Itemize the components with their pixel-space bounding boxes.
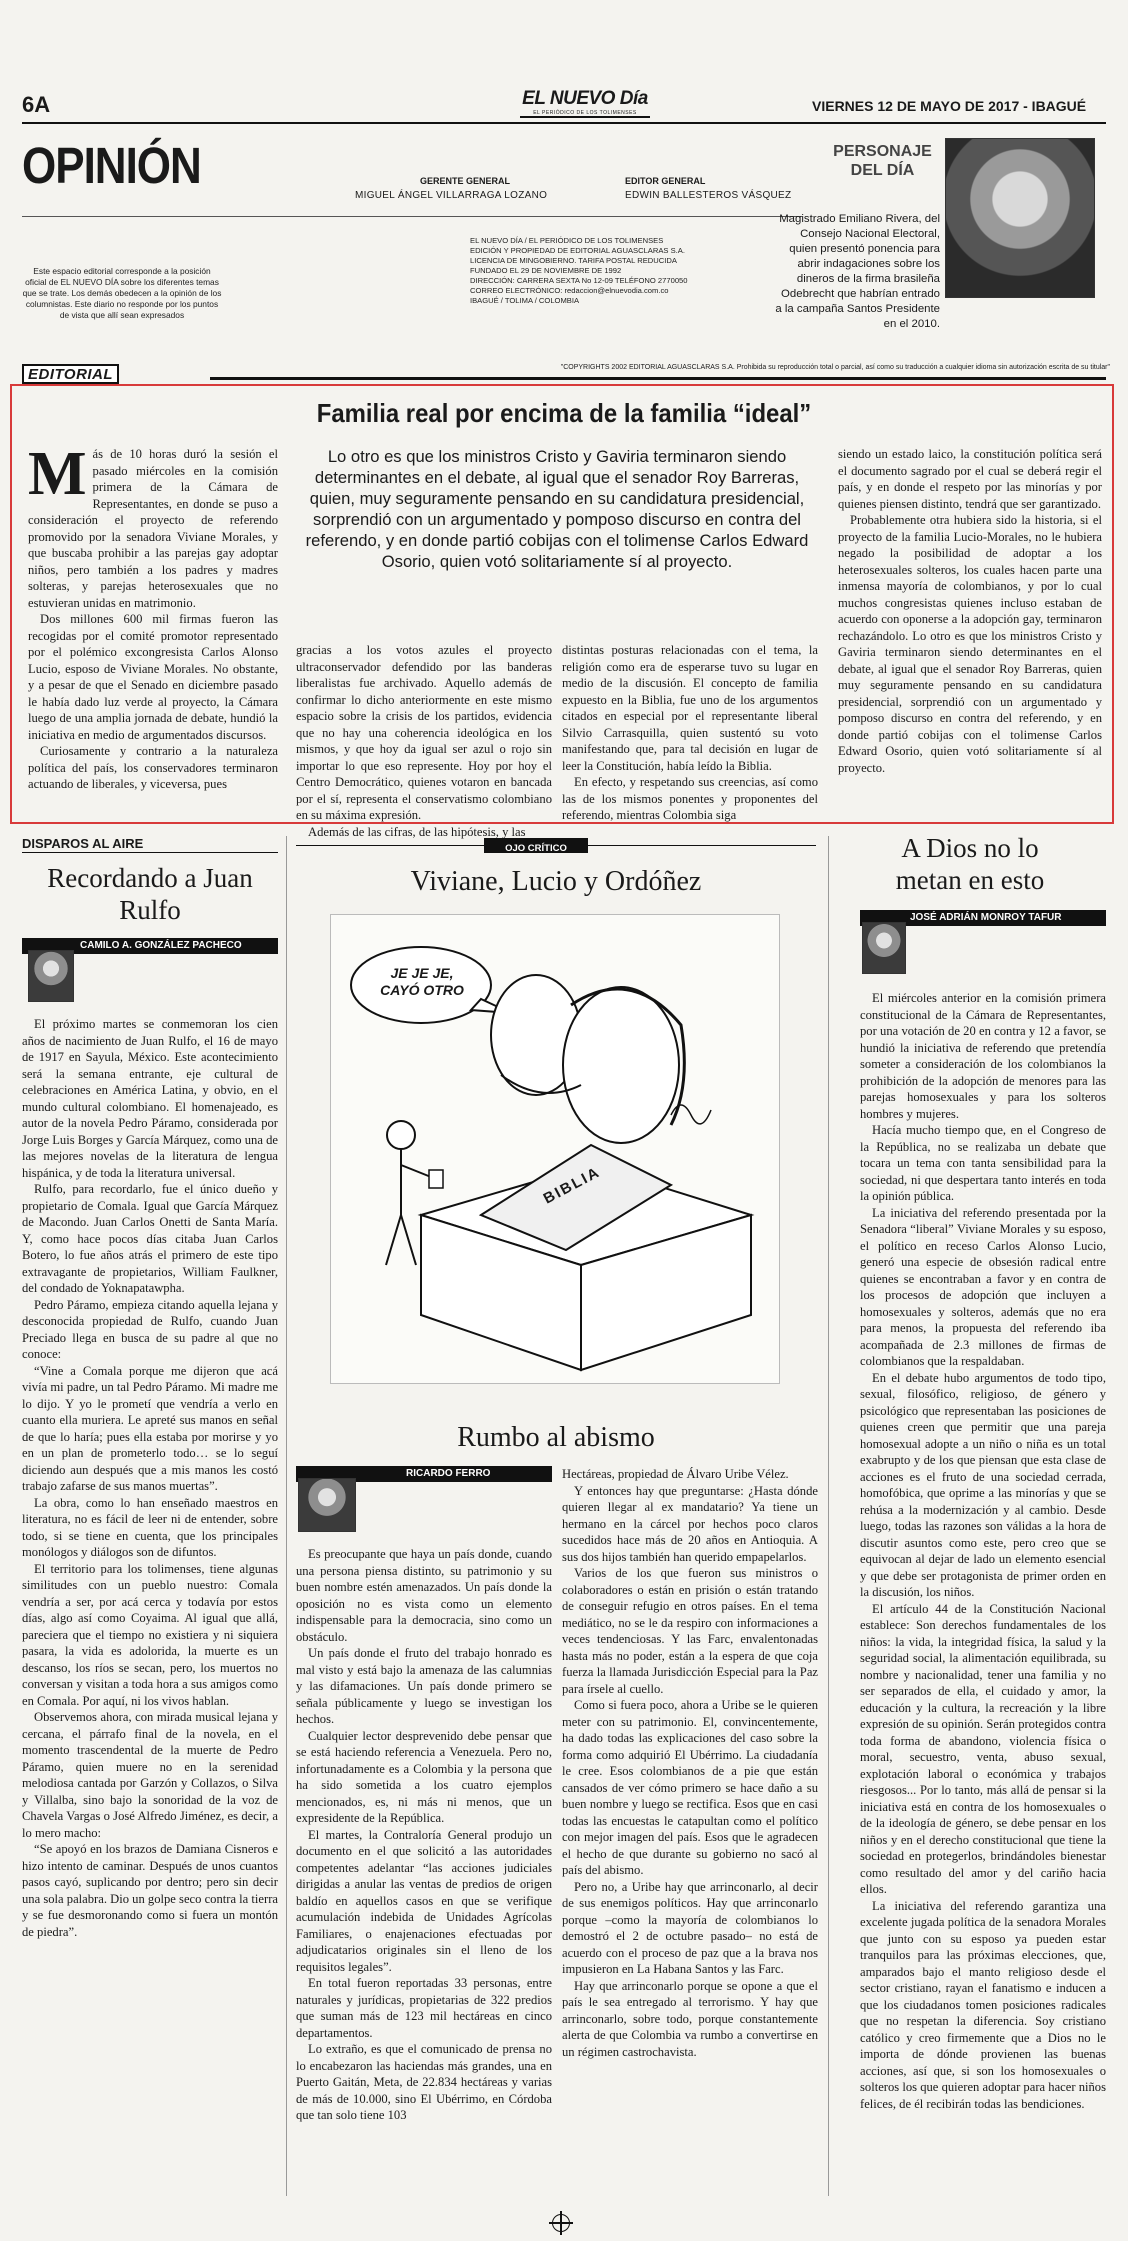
- disparos-paragraph: El territorio para los tolimenses, tiene algunas similitudes con un pueblo nuestro: Comala vendría a ser, por acá cerca y todavía por estos días, algo así como Coyaima. Al igual que allá, pareciera que el tiempo no existiera y ni siquiera pasara, la vida es adolorida, la muerte es un descanso, los ríos se secan, pero, los muertos no conversan y visitan a toda hora a sus amigos como en Comala. Por aquí, ni los vivos hablan.: [22, 1561, 278, 1708]
- editorial-pullquote: Lo otro es que los ministros Cristo y Gaviria terminaron siendo determinantes en el debate, al igual que el senador Roy Barreras, quien, muy seguramente pensando en su candidatura presidencial, sorprendió con un argumentado y pomposo discurso en contra del referendo, y en donde partió cobijas con el tolimense Carlos Edward Osorio, quien votó solitariamente sí al proyecto.: [305, 447, 809, 571]
- editorial-column-3: [562, 642, 818, 822]
- masthead-info: [470, 236, 730, 306]
- editorial-label-text: EDITORIAL: [28, 366, 114, 383]
- manager-title: GERENTE GENERAL: [420, 176, 511, 186]
- adios-body: [860, 990, 1106, 2196]
- disparos-title: Recordando a Juan Rulfo: [47, 863, 253, 925]
- editorial-label: [22, 364, 119, 386]
- rumbo-paragraph: Lo extraño, es que el comunicado de prensa no lo encabezaron las haciendas más grandes, una en Puerto Gaitán, Meta, de 22.834 hectáreas y varias de más de 10.000, sino El Ubérrimo, en Córdoba que tan solo tiene 103: [296, 2042, 552, 2122]
- disparos-paragraph: “Se apoyó en los brazos de Damiana Cisneros e hizo intento de caminar. Después de unos cuantos pasos cayó, suplicando por dentro; pero sin decir una sola palabra. Dio un golpe seco contra la tierra y se fue desmoronando como si fuera un montón de piedra”.: [22, 1842, 278, 1939]
- issue-date: VIERNES 12 DE MAYO DE 2017 - IBAGUÉ: [812, 98, 1087, 114]
- ojo-label-box: [484, 838, 588, 853]
- logo-tagline: EL PERIÓDICO DE LOS TOLIMENSES: [533, 110, 637, 116]
- rumbo-paragraph: Como si fuera poco, ahora a Uribe se le quieren meter con su patrimonio. El, convincentemente, ha dado todas las explicaciones del caso sobre la forma como adquirió El Ubérrimo. La ciudadanía le cree. Esos colombianos de a pie que están cansados de ver cómo primero se hace daño a su buen nombre y luego se rectifica. Esos que en casi todas las encuestas le catapultan como el político con mejor imagen del país. Esos que le agradecen el hecho de que durante su gobierno no sacó al país del abismo.: [562, 1698, 818, 1877]
- adios-author-photo: [862, 922, 906, 974]
- disparos-body: [22, 1016, 278, 2194]
- masthead-line: CORREO ELECTRÓNICO: redaccion@elnuevodia.com.co: [470, 286, 669, 295]
- editorial-title: Familia real por encima de la familia “ideal”: [316, 398, 812, 428]
- editorial-top-rule: [210, 377, 1106, 380]
- masthead-line: LICENCIA DE MINGOBIERNO. TARIFA POSTAL REDUCIDA: [470, 256, 677, 265]
- rumbo-paragraph: Es preocupante que haya un país donde, cuando una persona piensa distinto, su patrimonio y su buen nombre estén amenazados. Un país donde la oposición no es vista como un elemento indispensable para la democracia, sino como un obstáculo.: [296, 1547, 552, 1644]
- editorial-column-4: [838, 446, 1102, 818]
- adios-paragraph: El artículo 44 de la Constitución Nacional establece: Son derechos fundamentales de los niños: la vida, la integridad física, la salud y la seguridad social, la alimentación equilibrada, su nombre y nacionalidad, tener una familia y no ser separados de ella, el cuidado y amor, la educación y la cultura, la recreación y la libre expresión de su opinión. Serán protegidos contra toda forma de abandono, violencia física o moral, secuestro, venta, abuso sexual, explotación laboral o económica y trabajos riesgosos... Por lo tanto, más allá de pensar si la iniciativa está en contra de los homosexuales o de la ideología de género, se debe pensar en los niños y en el derecho constitucional que tiene la sociedad en protegerlos, brindándoles bienestar como resultado del amor y del cariño hacia ellos.: [860, 1601, 1106, 1896]
- adios-author: JOSÉ ADRIÁN MONROY TAFUR: [910, 912, 1062, 923]
- masthead-line: DIRECCIÓN: CARRERA SEXTA No 12-09 TELÉFONO 2770050: [470, 276, 688, 285]
- column-divider-right: [828, 836, 829, 2196]
- rumbo-paragraph: Hay que arrinconarlo porque se opone a que el país le sea entregado al terrorismo. Y hay que arrinconarlo, sobre todo, porque constantemente alerta de que Colombia va rumbo a convertirse en un régimen castrochavista.: [562, 1978, 818, 2059]
- rumbo-paragraph: En total fueron reportadas 33 personas, entre naturales y jurídicas, propietarias de 322 predios que suman más de 123 mil hectáreas en cinco departamentos.: [296, 1976, 552, 2040]
- personaje-caption: Magistrado Emiliano Rivera, del Consejo Nacional Electoral, quien presentó ponencia para abrir indagaciones sobre los dineros de la firma brasileña Odebrecht que habrían entrado a la campaña Santos Presidente en el 2010.: [775, 213, 940, 330]
- editorial-paragraph: distintas posturas relacionadas con el tema, la religión como era de esperarse tuvo su lugar en medio de la discusión. El concepto de familia expuesto en la Biblia, fue uno de los argumentos citados en especial por el representante liberal Silvio Carrasquilla, quien sustentó su voto manifestando que, para tal decisión en lugar de leer la Constitución, había leído la Biblia.: [562, 643, 818, 773]
- disparos-label: DISPAROS AL AIRE: [22, 836, 144, 851]
- editorial-paragraph: Además de las cifras, de las hipótesis, y las: [308, 824, 526, 839]
- editorial-column-1: [28, 440, 278, 818]
- rumbo-paragraph: Varios de los que fueron sus ministros o colaboradores o están en prisión o están tratando de conseguir refugio en otros países. En el tema mediático, no se le da respiro con informaciones a veces tendenciosas. Y las Farc, envalentonadas hasta más no poder, están a la espera de que coja fuerza la llamada Jurisdicción Especial para la Paz para írsele al cuello.: [562, 1566, 818, 1696]
- adios-paragraph: La iniciativa del referendo presentada por la Senadora “liberal” Viviane Morales y su esposo, el político en receso Carlos Alonso Lucio, generó una especie de obsesión radical entre quienes se encontraban a favor y en contra de los procesos de adopción que incluyen a homosexuales y solteros, además que no era para menos, la propuesta del referendo iba acompañada de 2.3 millones de firmas de colombianos que la respaldaban.: [860, 1205, 1106, 1368]
- adios-paragraph: En el debate hubo argumentos de todo tipo, sexual, filosófico, religioso, de género y psicológico que representaban las posiciones de quienes creen que permitir que una pareja homosexual adopte a un niño o niña es un total exabrupto y de los que piensan que esta clase de acciones es el fruto de una sociedad cerrada, homofóbica, que oprime a las minorías y que se rehúsa a la modernización y al cambio. Desde luego, todas las razones son válidas a la hora de discutir asuntos como este, pero creo que se equivocan al dejar de lado un elemento esencial y que debe ser protagonista de primer orden en la discusión, los niños.: [860, 1370, 1106, 1599]
- editor-title: EDITOR GENERAL: [625, 176, 706, 186]
- disparos-rule: [22, 852, 278, 853]
- header-thin-rule: [22, 216, 802, 217]
- editorial-dropcap: M: [28, 440, 87, 508]
- registration-mark-icon: [552, 2214, 570, 2232]
- masthead-line: FUNDADO EL 29 DE NOVIEMBRE DE 1992: [470, 266, 622, 275]
- cartoon-speech-bubble: JE JE JE, CAYÓ OTRO: [380, 965, 464, 998]
- editorial-paragraph: Dos millones 600 mil firmas fueron las recogidas por el comité promotor representado por el polémico excongresista Carlos Alonso Lucio, esposo de Viviane Morales. No obstante, y a pesar de que el Senado en diciembre pasado le había dado luz verde al proyecto, la Cámara luego de una amplia jornada de debate, hundió la iniciativa en medio de argumentados discursos.: [28, 612, 278, 742]
- personaje-photo: [945, 138, 1095, 298]
- logo-text: EL NUEVO Día: [522, 88, 648, 109]
- adios-title: A Dios no lo metan en esto: [895, 833, 1045, 895]
- masthead-line: EL NUEVO DÍA / EL PERIÓDICO DE LOS TOLIMENSES: [470, 236, 664, 245]
- disparos-paragraph: Pedro Páramo, empieza citando aquella lejana y desconocida propiedad de Rulfo, cuando Juan Preciado llega en busca de su padre al que no conoce:: [22, 1297, 278, 1361]
- newspaper-logo: [520, 88, 650, 118]
- rumbo-paragraph: Un país donde el fruto del trabajo honrado es mal visto y está bajo la amenaza de las calumnias y las difamaciones. Un país donde primero se señala públicamente y luego se investigan los hechos.: [296, 1646, 552, 1726]
- personaje-label: [830, 142, 935, 180]
- masthead-line: EDICIÓN Y PROPIEDAD DE EDITORIAL AGUASCLARAS S.A.: [470, 246, 685, 255]
- disparos-author-photo: [28, 950, 74, 1002]
- rumbo-paragraph: El martes, la Contraloría General produjo un documento en el que solicitó a las autoridades competentes adelantar “las acciones judiciales dirigidas a anular las ventas de predios de origen baldío en aquellos casos en que se verifique acumulación indebida de Unidades Agrícolas Familiares, o enajenaciones efectuadas por adjudicatarios originales sin el lleno de los requisitos legales”.: [296, 1827, 552, 1974]
- manager-name: MIGUEL ÁNGEL VILLARRAGA LOZANO: [355, 190, 548, 201]
- editorial-column-2: [296, 642, 552, 839]
- section-title: OPINIÓN: [22, 138, 201, 195]
- rumbo-author: RICARDO FERRO: [406, 1468, 491, 1479]
- disparos-paragraph: La obra, como lo han enseñado maestros en literatura, no es fácil de leer ni de entender, sobre todo, si se tiene en cuenta, que los principales monólogos y diálogos son de difuntos.: [22, 1495, 278, 1559]
- ojo-label: OJO CRÍTICO: [505, 843, 567, 854]
- rumbo-author-photo: [298, 1478, 356, 1532]
- ojo-title: Viviane, Lucio y Ordóñez: [410, 866, 702, 897]
- editorial-paragraph: Curiosamente y contrario a la naturaleza política del país, los conservadores terminaron actuando de liberales, y viceversa, pues: [28, 744, 278, 791]
- disparos-author: CAMILO A. GONZÁLEZ PACHECO: [80, 940, 242, 951]
- column-divider-left: [286, 836, 287, 2196]
- editorial-paragraph: ás de 10 horas duró la sesión el pasado miércoles en la comisión primera de la Cámara de Representantes, en donde se puso a consideración el proyecto de referendo promovido por la senadora Viviane Morales, y que buscaba prohibir a las parejas gay adoptar niños, pero también a los padres y madres solteras, y parejas heterosexuales que no estuvieran unidas en matrimonio.: [28, 447, 278, 610]
- editorial-disclaimer: Este espacio editorial corresponde a la posición oficial de EL NUEVO DÍA sobre los diferentes temas que se trate. Los demás obedecen a la opinión de los columnistas. Este diario no responde por los puntos de vista que allí sean expresados: [22, 266, 222, 320]
- header-rule: [22, 122, 1106, 124]
- personaje-label-line2: DEL DÍA: [850, 162, 915, 179]
- editorial-paragraph: En efecto, y respetando sus creencias, así como las de los mismos ponentes y proponentes del referendo, mientras Colombia siga: [562, 775, 818, 822]
- copyright-note: "COPYRIGHTS 2002 EDITORIAL AGUASCLARAS S.A. Prohibida su reproducción total o parcial, así como su traducción a cualquier idioma sin autorización escrita de su titular": [560, 364, 1110, 371]
- masthead-line: IBAGUÉ / TOLIMA / COLOMBIA: [470, 296, 580, 305]
- editorial-paragraph: gracias a los votos azules el proyecto ultraconservador defendido por las banderas liberalistas fue archivado. Aquello además de confirmar lo dicho anteriormente en este mismo espacio sobre la crisis de los partidos, evidencia que no hay una coherencia ideológica en los mismos, y que hoy da igual ser azul o rojo sin importar lo que eso represente. Hoy por hoy el Centro Democrático, quienes votaron en bancada por el sí, representa el conservatismo colombiano en su máxima expresión.: [296, 643, 552, 822]
- adios-paragraph: La iniciativa del referendo garantiza una excelente jugada política de la senadora Morales que junto con su esposo ya pueden estar tranquilos para las próximas elecciones, que, amparados bajo el manto religioso desde el sector cristiano, rayan el fanatismo e inducen a que los ciudadanos tomen posiciones radicales que no respetan la diferencia. Soy cristiano católico y creo firmemente que a Dios no le importa de dónde provienen las buenas acciones, así que, si son los homosexuales o solteros los que quieren adoptar para hacer niños felices, de él recibirán todas las bendiciones.: [860, 1898, 1106, 2111]
- editorial-paragraph: Probablemente otra hubiera sido la historia, si el proyecto de la familia Lucio-Morales, no le hubiera negado la posibilidad de adoptar a los heterosexuales solteros, los cuales hacen parte una inmensa mayoría de colombianos, y por lo cual muchos congresistas quienes incluso estaban de acuerdo con oponerse a la adopción gay, terminaron rechazándolo. Lo otro es que los ministros Cristo y Gaviria terminaron siendo determinantes en el debate, al igual que el senador Roy Barreras, quien muy seguramente pensando en su candidatura presidencial, sorprendió con un argumentado y pomposo discurso en contra del referendo, y en donde partió cobijas con el tolimense Carlos Edward Osorio, quien votó solitariamente sí al proyecto.: [838, 513, 1102, 775]
- editorial-paragraph: siendo un estado laico, la constitución política será el documento sagrado por el cual se deberá regir el país, y en donde el respeto por las minorías y por quienes piensen distinto, tendrá que ser garantizado.: [838, 447, 1102, 511]
- rumbo-paragraph: Y entonces hay que preguntarse: ¿Hasta dónde quieren llegar al ex mandatario? Ya tiene un hermano en la cárcel por hechos poco claros sucedidos hace más de 20 años en Antioquia. A sus dos hijos también han querido empapelarlos.: [562, 1483, 818, 1564]
- rumbo-title: Rumbo al abismo: [457, 1422, 655, 1453]
- disparos-paragraph: “Vine a Comala porque me dijeron que acá vivía mi padre, un tal Pedro Páramo. Mi madre me lo dijo. Y yo le prometí que vendría a verlo en cuanto ella muriera. Le apreté sus manos en señal de que lo haría; pues ella estaba por morirse y yo en un plan de prometerlo todo… se lo seguí diciendo aun después que a mis manos les costó trabajo zafarse de sus manos muertas”.: [22, 1363, 278, 1493]
- adios-paragraph: El miércoles anterior en la comisión primera constitucional de la Cámara de Representantes, por una votación de 20 en contra y 12 a favor, se hundió la iniciativa de referendo que pretendía someter a consideración de los colombianos la prohibición de la adopción de menores para las parejas homosexuales y para los solteros hombres y mujeres.: [860, 991, 1106, 1121]
- disparos-paragraph: Rulfo, para recordarlo, fue el único dueño y propietario de Comala. Igual que García Márquez de Macondo. Juan Carlos Onetti de Santa María. Y, como hace pocos días citaba Juan Carlos Botero, lo fue años atrás el primero de este tipo extravagante de propietarios, William Faulkner, del condado de Yoknapatawpha.: [22, 1182, 278, 1295]
- page-number: 6A: [22, 92, 51, 117]
- editor-name: EDWIN BALLESTEROS VÁSQUEZ: [625, 190, 792, 201]
- rumbo-paragraph: Hectáreas, propiedad de Álvaro Uribe Vélez.: [562, 1467, 789, 1481]
- rumbo-column-1: [296, 1546, 552, 2196]
- personaje-label-line1: PERSONAJE: [833, 143, 932, 160]
- rumbo-paragraph: Pero no, a Uribe hay que arrinconarlo, al decir de sus enemigos políticos. Hay que arrinconarlo porque –como la mayoría de colombianos lo demostró el 2 de octubre pasado– no está de acuerdo con el proceso de paz que a la brava nos impusieron en La Habana Santos y las Farc.: [562, 1879, 818, 1976]
- rumbo-column-2: [562, 1466, 818, 2196]
- adios-paragraph: Hacía mucho tiempo que, en el Congreso de la República, no se realizaba un debate que tocara un tema con tanta sensibilidad para la sociedad, ni que despertara tanto interés en toda la opinión pública.: [860, 1123, 1106, 1203]
- disparos-paragraph: El próximo martes se conmemoran los cien años de nacimiento de Juan Rulfo, el 16 de mayo de 1917 en Sayula, México. Este acontecimiento será la semana entrante, eje cultural de celebraciones en América Latina, y obvio, en el mundo cultural colombiano. El homenajeado, es autor de la novela Pedro Páramo, considerada por Jorge Luis Borges y García Márquez, como una de las mejores novelas de la literatura de lengua hispánica, y de toda la literatura universal.: [22, 1017, 278, 1180]
- disparos-paragraph: Observemos ahora, con mirada musical lejana y cercana, el párrafo final de la novela, en el momento trascendental de la muerte de Pedro Páramo, quien muere no en la serenidad melodiosa cantada por Garzón y Collazos, o Silva y Villalba, sino bajo la sonoridad de la voz de Chavela Vargas o José Alfredo Jiménez, es decir, a lo mero macho:: [22, 1710, 278, 1840]
- editorial-cartoon: [330, 914, 780, 1384]
- cartoon-box-label: BIBLIA: [540, 1163, 604, 1208]
- rumbo-paragraph: Cualquier lector desprevenido debe pensar que se está haciendo referencia a Venezuela. Pero no, infortunadamente es a Colombia y la persona que ha sido sometida a los cuatro ejemplos mencionados, es, ni más ni menos, que un expresidente de la República.: [296, 1728, 552, 1825]
